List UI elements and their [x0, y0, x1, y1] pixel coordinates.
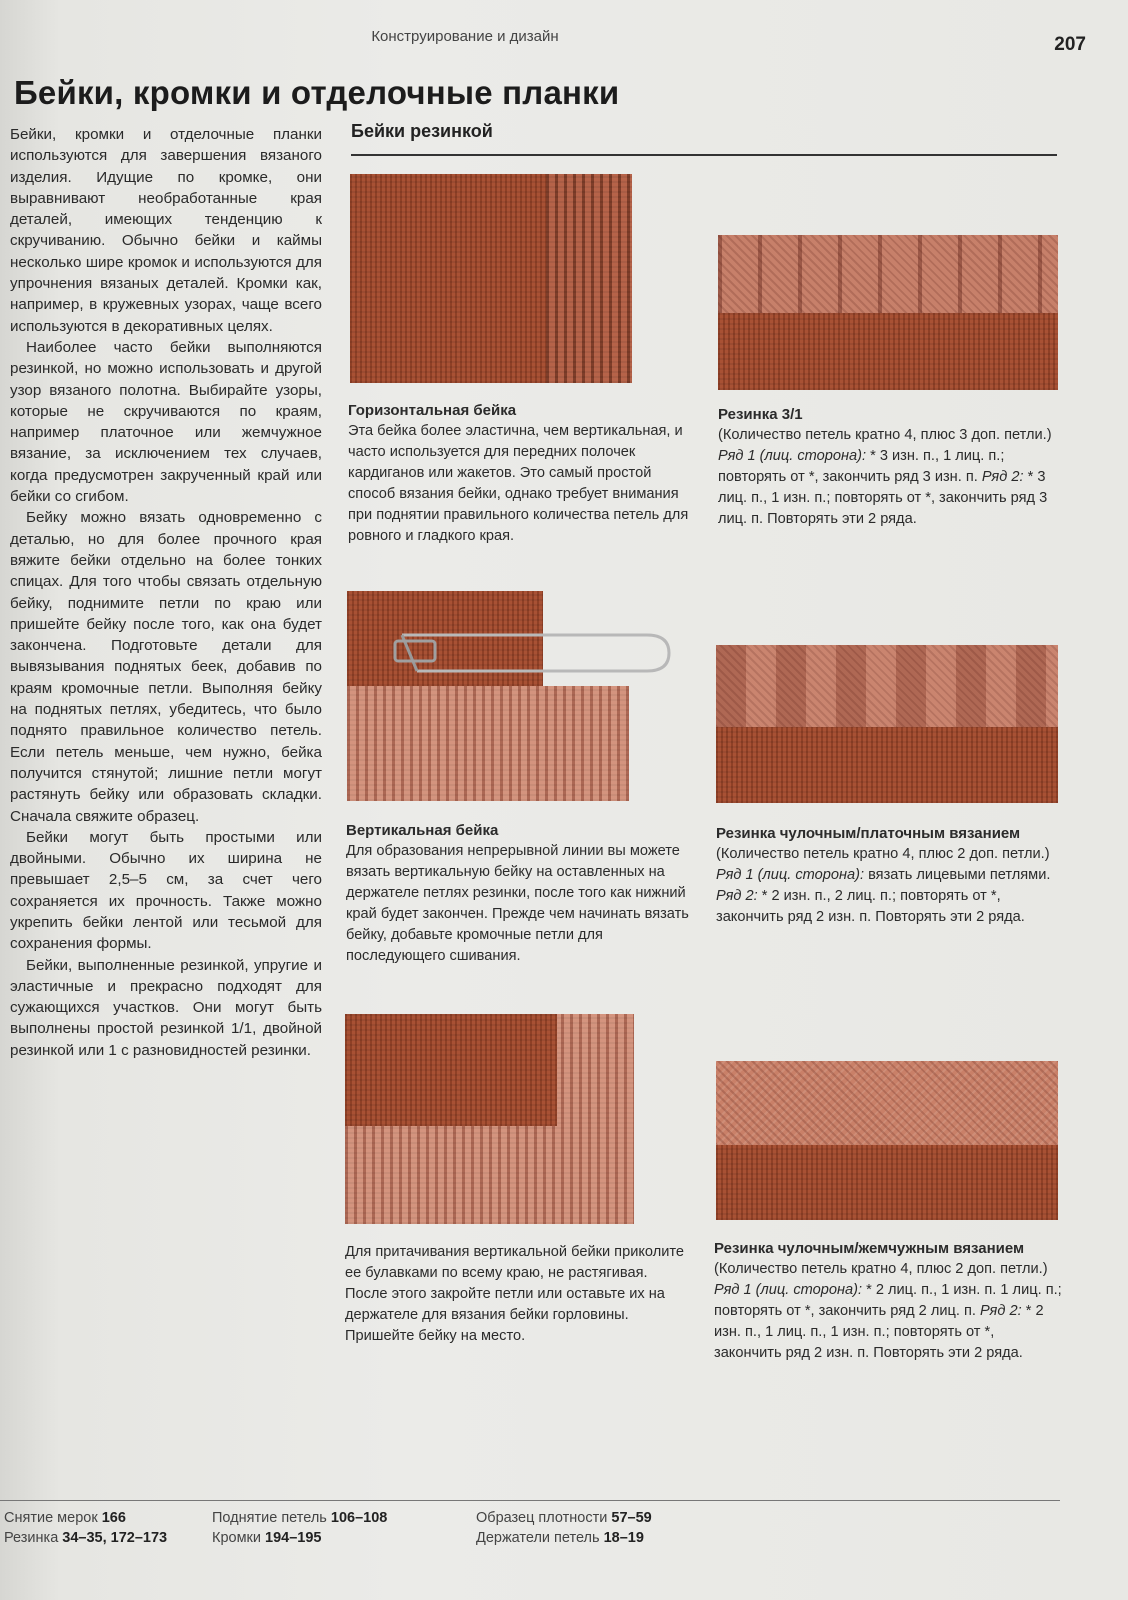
caption-body: Для образования непрерывной линии вы можете вязать вертикальную бейку на оставленных на держателе петлях резинки, после того как нижний край будет закончен. Прежде чем начинать вязать бейку, добавьте кромочные петли для последующего сшивания.	[346, 843, 689, 964]
running-head: Конструирование и дизайн	[371, 28, 559, 45]
footer-reference: Держатели петель 18–19	[476, 1530, 644, 1546]
horizontal-band-caption	[348, 400, 692, 547]
footer-reference: Образец плотности 57–59	[476, 1510, 652, 1526]
stockinette-garter-rib-caption	[716, 823, 1062, 928]
footer-reference: Снятие мерок 166	[4, 1510, 126, 1526]
intro-paragraph: Бейку можно вязать одновременно с деталью, но для более прочного края вяжите бейки отдельно на более тонких спицах. Для того чтобы связать отдельную бейку, поднимите петли по краю или пришейте бейку после того, как она будет закончена. Подготовьте детали для вывязывания поднятых беек, добавив по краям кромочные петли. Выполняя бейку на поднятых петлях, убедитесь, что было поднято правильное количество петель. Если петель меньше, чем нужно, бейка получится стянутой; лишние петли могут растянуть бейку или образовать складки. Сначала свяжите образец.	[10, 509, 322, 825]
footer-reference: Кромки 194–195	[212, 1530, 322, 1546]
horizontal-band-photo	[350, 174, 632, 383]
intro-paragraph: Бейки, кромки и отделочные планки используются для завершения вязаного изделия. Идущие по кромке, они выравнивают необработанные края деталей, имеющих тенденцию к скручиванию. Обычно бейки и каймы несколько шире кромок и используются для упрочнения вязаных деталей. Кромки как, например, в кружевных узорах, чаще всего используются в декоративных целях.	[10, 126, 322, 335]
intro-text	[10, 124, 322, 1061]
rib-3-1-photo	[718, 235, 1058, 390]
caption-title: Резинка чулочным/жемчужным вязанием	[714, 1240, 1025, 1257]
safety-pin-icon	[347, 591, 672, 801]
attach-band-photo	[345, 1014, 634, 1224]
attach-band-caption	[345, 1242, 691, 1347]
footer-references-3	[476, 1508, 652, 1548]
caption-body: Эта бейка более эластична, чем вертикальная, и часто используется для передних полочек кардиганов или жакетов. Это самый простой способ вязания бейки, однако требует внимания при поднятии правильного количества петель для ровного и гладкого края.	[348, 423, 689, 544]
intro-paragraph: Бейки могут быть простыми или двойными. Обычно их ширина не превышает 2,5–5 см, за счет чего сохраняется их прочность. Также можно укрепить бейки лентой или тесьмой для сохранения формы.	[10, 828, 322, 953]
footer-references-1	[4, 1508, 167, 1548]
vertical-band-photo	[347, 591, 672, 801]
caption-title: Горизонтальная бейка	[348, 402, 517, 419]
caption-title: Резинка чулочным/платочным вязанием	[716, 825, 1021, 842]
caption-title: Вертикальная бейка	[346, 822, 499, 839]
page-number: 207	[1054, 34, 1086, 55]
intro-paragraph: Бейки, выполненные резинкой, упругие и эластичные и прекрасно подходят для сужающихся участков. Они могут быть выполнены простой резинкой 1/1, двойной резинкой или 1 с разновидностей резинки.	[10, 956, 322, 1059]
footer-reference: Поднятие петель 106–108	[212, 1510, 388, 1526]
stockinette-seed-rib-caption	[714, 1238, 1062, 1364]
caption-body: (Количество петель кратно 4, плюс 2 доп. петли.) Ряд 1 (лиц. сторона): вязать лицевыми петлями. Ряд 2: * 2 изн. п., 2 лиц. п.; повторять от *, закончить ряд 2 изн. п. Повторять эти 2 ряда.	[716, 846, 1051, 925]
intro-paragraph: Наиболее часто бейки выполняются резинкой, но можно использовать и другой узор вязаного полотна. Выбирайте узоры, которые не скручиваются по краям, например платочное или жемчужное вязание, за исключением тех случаев, когда предусмотрен закрученный край или бейки со сгибом.	[10, 338, 322, 506]
page-title: Бейки, кромки и отделочные планки	[14, 74, 620, 111]
stockinette-seed-rib-photo	[716, 1061, 1058, 1220]
footer-divider	[0, 1500, 1060, 1501]
section-divider	[351, 154, 1057, 156]
section-title: Бейки резинкой	[351, 121, 493, 141]
footer-references-2	[212, 1508, 387, 1548]
caption-body: (Количество петель кратно 4, плюс 3 доп. петли.) Ряд 1 (лиц. сторона): * 3 изн. п., 1 лиц. п.; повторять от *, закончить ряд 3 изн. п. Ряд 2: * 3 лиц. п., 1 изн. п.; повторять от *, закончить ряд 3 лиц. п. Повторять эти 2 ряда.	[718, 427, 1052, 527]
caption-body: (Количество петель кратно 4, плюс 2 доп. петли.) Ряд 1 (лиц. сторона): * 2 лиц. п., 1 изн. п. 1 лиц. п.; повторять от *, закончить ряд 2 лиц. п. Ряд 2: * 2 изн. п., 1 лиц. п., 1 изн. п.; повторять от *, закончить ряд 2 изн. п. Повторять эти 2 ряда.	[714, 1261, 1062, 1361]
caption-body: Для притачивания вертикальной бейки приколите ее булавками по всему краю, не растягивая. После этого закройте петли или оставьте их на держателе для вязания бейки горловины. Пришейте бейку на место.	[345, 1244, 685, 1344]
footer-reference: Резинка 34–35, 172–173	[4, 1530, 168, 1546]
rib-3-1-caption	[718, 404, 1062, 530]
caption-title: Резинка 3/1	[718, 406, 803, 423]
stockinette-garter-rib-photo	[716, 645, 1058, 803]
vertical-band-caption	[346, 820, 692, 967]
